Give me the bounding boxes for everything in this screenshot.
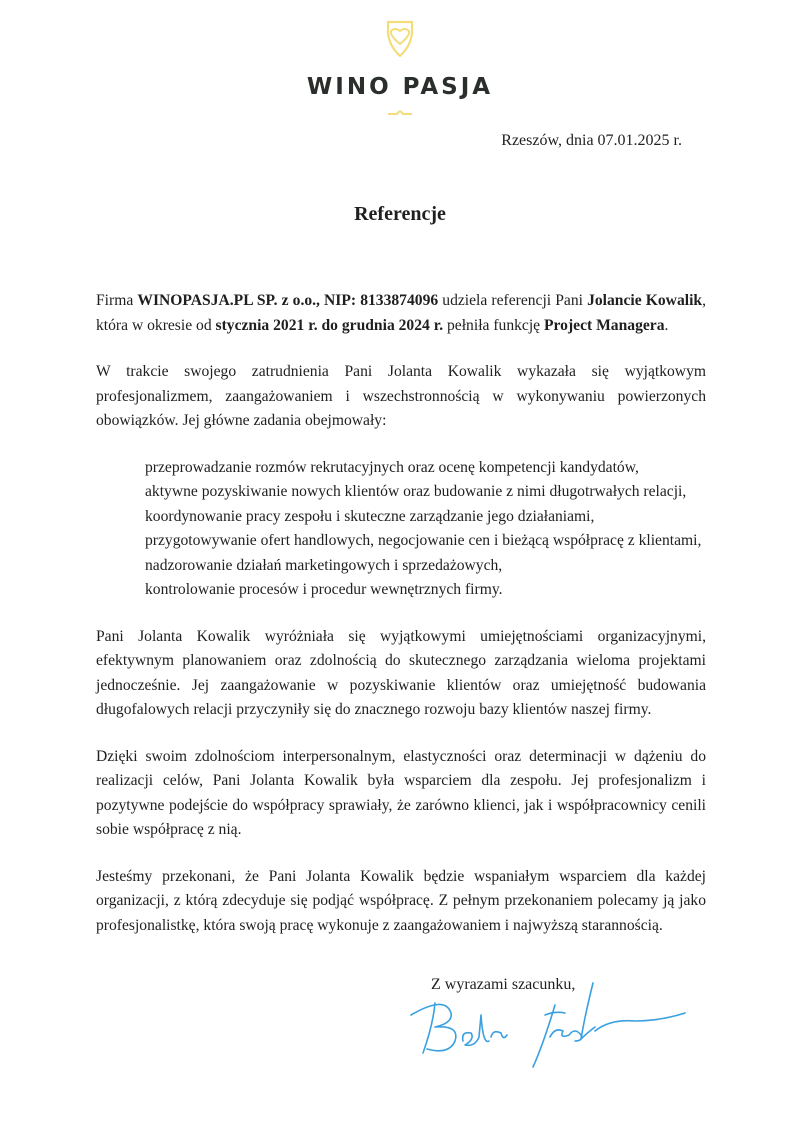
list-item: aktywne pozyskiwanie nowych klientów oraz budowanie z nimi długotrwałych relacji, (145, 483, 687, 500)
wine-glass-heart-icon (380, 18, 420, 60)
paragraph-interpersonal: Dzięki swoim zdolnościom interpersonalnym, elastyczności oraz determinacji w dążeniu do realizacji celów, Pani Jolanta Kowalik była wsparciem dla zespołu. Jej profesjonalizm i pozytywne podejście do współpracy sprawiały, że zarówno klienci, jak i współpracownicy cenili sobie współpracę z nią. (96, 747, 706, 838)
date-line: Rzeszów, dnia 07.01.2025 r. (501, 132, 682, 149)
paragraph-recommendation: Jesteśmy przekonani, że Pani Jolanta Kowalik będzie wspaniałym wsparciem dla każdej organizacji, z którą zdecyduje się podjąć współpracę. Z pełnym przekonaniem polecamy ją jako profesjonalistkę, która swoją pracę wykonuje z zaangażowaniem i najwyższą starannością. (96, 867, 706, 934)
paragraph-duties-intro: W trakcie swojego zatrudnienia Pani Jolanta Kowalik wykazała się wyjątkowym profesjonalizmem, zaangażowaniem i wszechstronnością w wykonywaniu powierzonych obowiązków. Jej główne zadania obejmowały: (96, 363, 706, 429)
list-item: przeprowadzanie rozmów rekrutacyjnych oraz ocenę kompetencji kandydatów, (145, 458, 639, 476)
intro-text: , która w okresie od (96, 292, 706, 334)
employment-period: stycznia 2021 r. do grudnia 2024 r. (215, 316, 444, 334)
company-name: WINOPASJA.PL SP. z o.o., NIP: 8133874096 (137, 292, 439, 309)
handwritten-signature-icon (405, 975, 705, 1070)
list-item: przygotowywanie ofert handlowych, negocjowanie cen i bieżącą współpracę z klientami, (145, 532, 702, 549)
company-logo (0, 18, 800, 100)
logo-text: WINO PASJA (306, 74, 494, 100)
list-item: nadzorowanie działań marketingowych i sprzedażowych, (145, 556, 503, 574)
intro-text: Firma (96, 292, 138, 309)
wine-glass-base-icon (386, 107, 414, 117)
job-role: Project Managera (544, 316, 665, 334)
intro-paragraph (96, 289, 706, 338)
list-item: koordynowanie pracy zespołu i skuteczne zarządzanie jego działaniami, (145, 507, 595, 525)
paragraph-skills: Pani Jolanta Kowalik wyróżniała się wyjątkowymi umiejętnościami organizacyjnymi, efektywnym planowaniem oraz zdolnością do skutecznego zarządzania wieloma projektami jednocześnie. Jej zaangażowanie w pozyskiwanie klientów oraz umiejętność budowania długofalowych relacji przyczyniły się do znacznego rozwoju bazy klientów naszej firmy. (96, 627, 706, 718)
list-item: kontrolowanie procesów i procedur wewnętrznych firmy. (145, 581, 503, 598)
document-title: Referencje (354, 203, 446, 225)
intro-text: pełniła funkcję (443, 316, 544, 334)
letter-body (96, 289, 706, 960)
closing-line: Z wyrazami szacunku, (431, 976, 576, 993)
duties-list (96, 456, 706, 603)
intro-text: udziela referencji Pani (438, 292, 588, 309)
person-name: Jolancie Kowalik (587, 292, 703, 309)
intro-text: . (664, 316, 669, 334)
